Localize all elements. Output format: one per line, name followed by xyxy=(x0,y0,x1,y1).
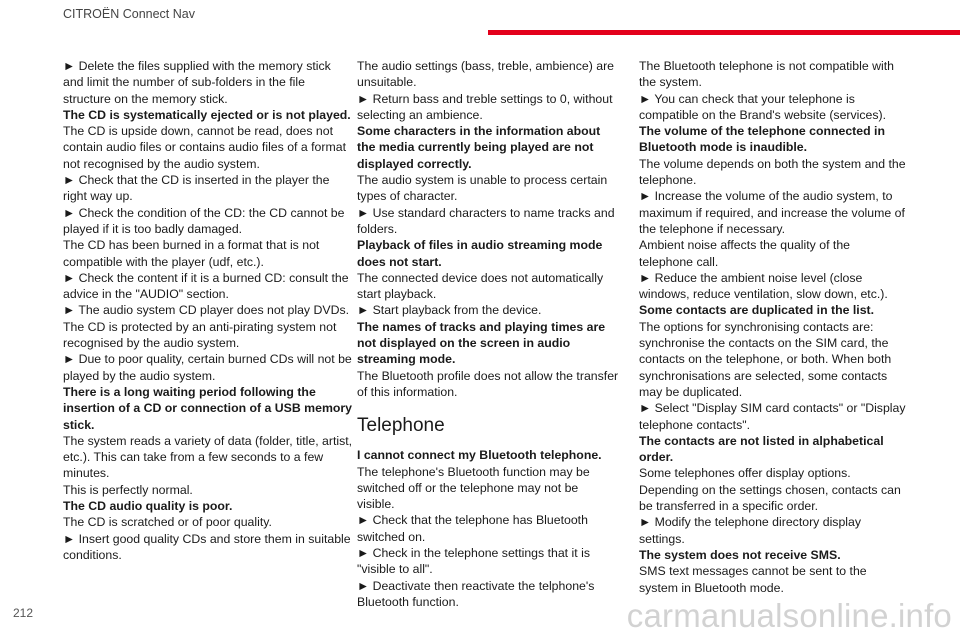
paragraph: ► Increase the volume of the audio system, to maximum if required, and increase the volume of the telephone if necessary. xyxy=(639,189,905,236)
paragraph: This is perfectly normal. xyxy=(63,482,193,497)
paragraph: The CD is protected by an anti-pirating system not recognised by the audio system. xyxy=(63,319,337,351)
paragraph: The volume depends on both the system and the telephone. xyxy=(639,156,906,188)
paragraph: ► Check that the CD is inserted in the player the right way up. xyxy=(63,173,330,204)
paragraph: The Bluetooth profile does not allow the transfer of this information. xyxy=(357,368,619,399)
column-2-top xyxy=(357,58,619,400)
column-2 xyxy=(357,58,619,610)
header-title: CITROËN Connect Nav xyxy=(63,7,195,21)
paragraph: ► Deactivate then reactivate the telphone's Bluetooth function. xyxy=(357,578,595,609)
paragraph: The Bluetooth telephone is not compatible with the system. xyxy=(639,59,894,90)
watermark: carmanualsonline.info xyxy=(626,597,952,634)
paragraph: ► Due to poor quality, certain burned CDs will not be played by the audio system. xyxy=(63,352,352,383)
column-1 xyxy=(63,58,353,563)
question-heading: There is a long waiting period following the insertion of a CD or connection of a USB memory stick. xyxy=(63,384,353,432)
paragraph: The audio system is unable to process certain types of character. xyxy=(357,173,608,204)
paragraph: ► Start playback from the device. xyxy=(357,303,542,318)
paragraph: ► Insert good quality CDs and store them in suitable conditions. xyxy=(63,531,351,562)
paragraph: The telephone's Bluetooth function may be switched off or the telephone may not be visible. xyxy=(357,464,590,512)
paragraph: ► Check the content if it is a burned CD: consult the advice in the "AUDIO" section. xyxy=(63,270,349,302)
paragraph: ► The audio system CD player does not play DVDs. xyxy=(63,303,350,318)
question-heading: Some contacts are duplicated in the list. xyxy=(639,303,875,318)
paragraph: The CD is upside down, cannot be read, does not contain audio files or contains audio files of a format not recognised by the audio system. xyxy=(63,124,346,171)
paragraph: The CD has been burned in a format that is not compatible with the player (udf, etc.). xyxy=(63,238,320,269)
paragraph: ► Check the condition of the CD: the CD cannot be played if it is too badly damaged. xyxy=(63,205,345,236)
paragraph: The system reads a variety of data (folder, title, artist, etc.). This can take from a few seconds to a few minutes. xyxy=(63,433,353,481)
paragraph: The connected device does not automatically start playback. xyxy=(357,270,604,302)
paragraph: ► Check in the telephone settings that it is "visible to all". xyxy=(357,546,590,577)
question-heading: Some characters in the information about the media currently being played are not displayed correctly. xyxy=(357,124,601,171)
paragraph: ► Modify the telephone directory display settings. xyxy=(639,515,862,546)
paragraph: The audio settings (bass, treble, ambience) are unsuitable. xyxy=(357,59,615,90)
question-heading: The system does not receive SMS. xyxy=(639,547,841,562)
paragraph: SMS text messages cannot be sent to the system in Bluetooth mode. xyxy=(639,564,867,595)
paragraph: Ambient noise affects the quality of the telephone call. xyxy=(639,238,850,269)
question-heading: Playback of files in audio streaming mode does not start. xyxy=(357,238,603,269)
question-heading: The CD audio quality is poor. xyxy=(63,499,233,514)
header-accent-bar xyxy=(488,30,960,35)
question-heading: The volume of the telephone connected in Bluetooth mode is inaudible. xyxy=(639,124,885,155)
column-3 xyxy=(639,58,907,596)
telephone-heading: Telephone xyxy=(357,415,445,437)
paragraph: The options for synchronising contacts are: synchronise the contacts on the SIM card, the contacts on the telephone, or both. When both synchronisations are selected, some contacts may be duplicated. xyxy=(639,319,892,399)
question-heading: The CD is systematically ejected or is not played. xyxy=(63,107,351,122)
column-2-bottom xyxy=(357,447,619,610)
paragraph: ► Delete the files supplied with the memory stick and limit the number of sub-folders in the file structure on the memory stick. xyxy=(63,59,331,106)
paragraph: ► Use standard characters to name tracks and folders. xyxy=(357,205,615,236)
question-heading: The names of tracks and playing times are not displayed on the screen in audio streaming mode. xyxy=(357,319,606,367)
paragraph: ► You can check that your telephone is compatible on the Brand's website (services). xyxy=(639,91,887,122)
question-heading: I cannot connect my Bluetooth telephone. xyxy=(357,448,602,463)
paragraph: ► Return bass and treble settings to 0, without selecting an ambience. xyxy=(357,91,613,122)
paragraph: The CD is scratched or of poor quality. xyxy=(63,515,272,530)
paragraph: Some telephones offer display options. Depending on the settings chosen, contacts can be transferred in a specific order. xyxy=(639,466,901,514)
paragraph: ► Select "Display SIM card contacts" or "Display telephone contacts". xyxy=(639,401,906,432)
page-number: 212 xyxy=(13,606,34,620)
question-heading: The contacts are not listed in alphabetical order. xyxy=(639,433,884,465)
paragraph: ► Reduce the ambient noise level (close windows, reduce ventilation, slow down, etc.). xyxy=(639,270,888,302)
paragraph: ► Check that the telephone has Bluetooth switched on. xyxy=(357,513,588,544)
